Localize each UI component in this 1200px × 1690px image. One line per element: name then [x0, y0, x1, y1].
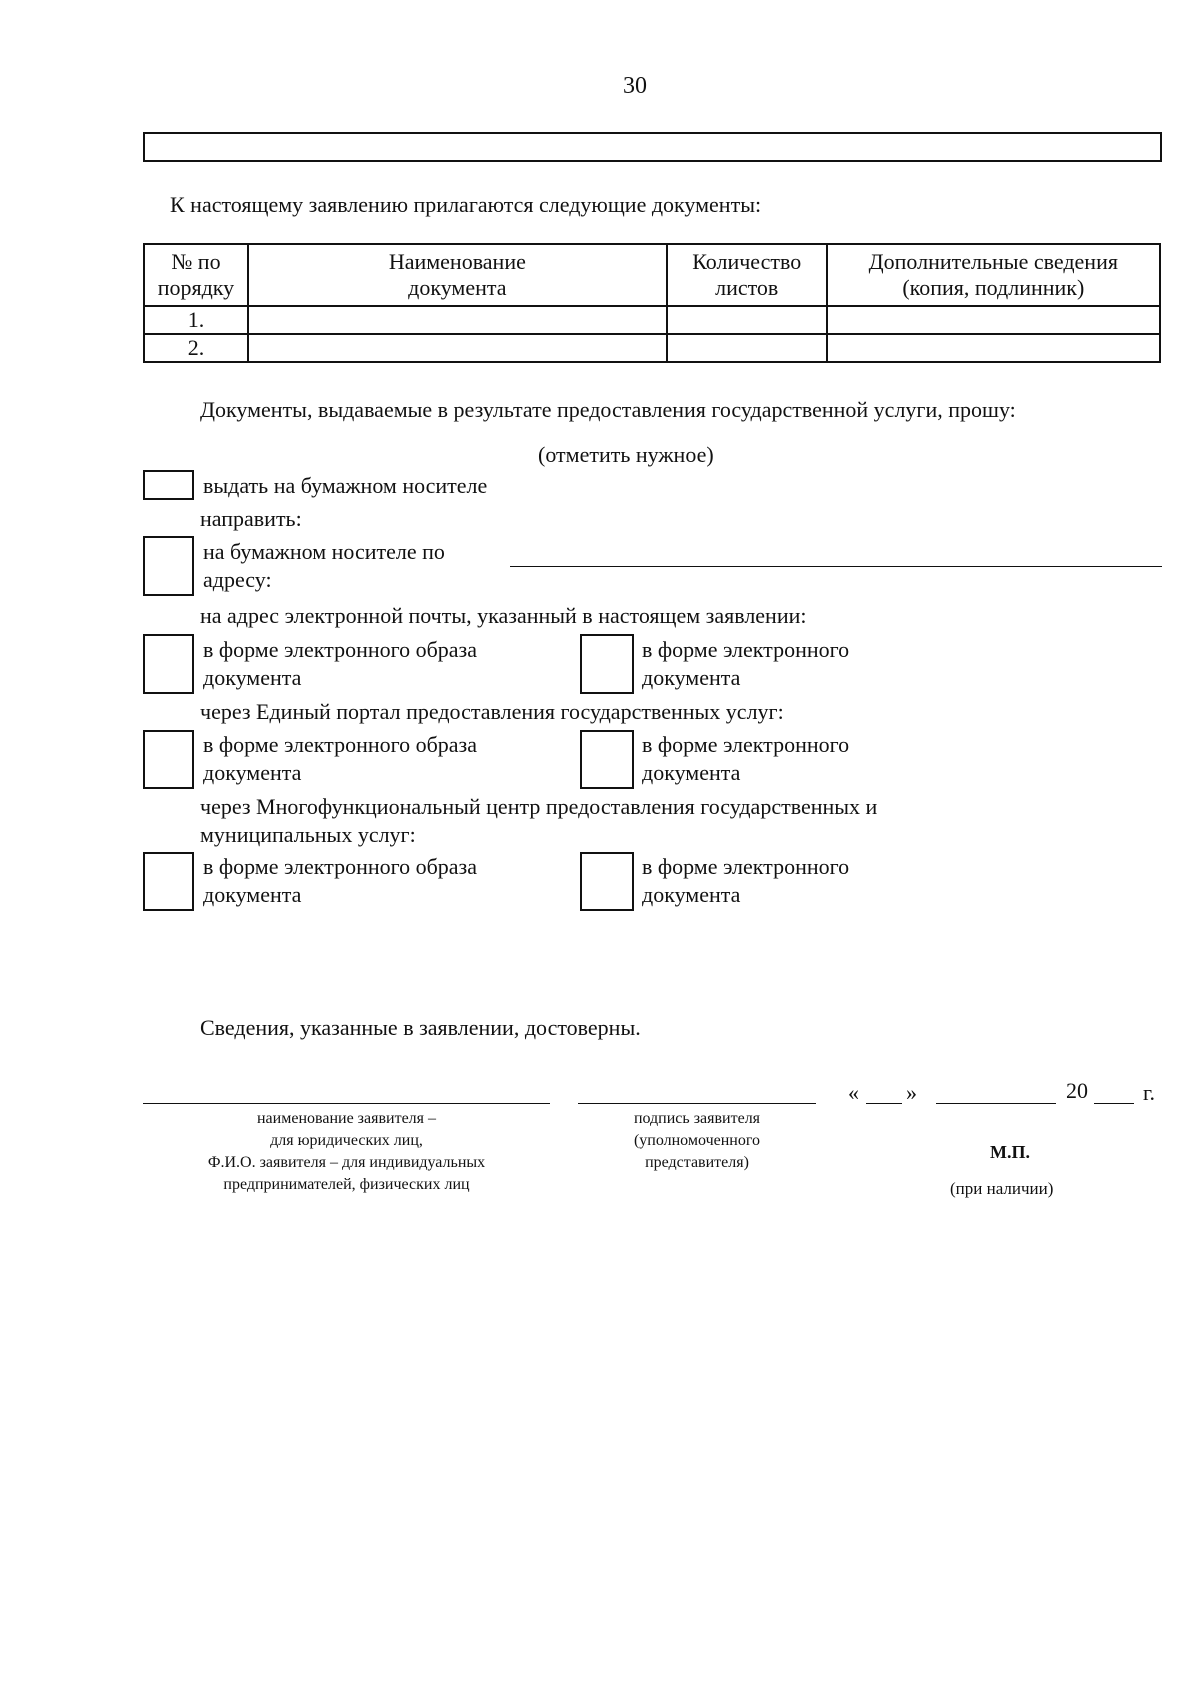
- table-row: [144, 334, 1160, 362]
- checkbox-portal-image[interactable]: [143, 730, 194, 789]
- row-document-name[interactable]: [248, 334, 667, 362]
- send-label: направить:: [200, 506, 302, 531]
- checkbox-email-document[interactable]: [580, 634, 634, 694]
- row-document-name[interactable]: [248, 306, 667, 334]
- header-number: № по порядку: [144, 244, 248, 306]
- date-year-suffix: г.: [1143, 1080, 1156, 1105]
- mfc-label: через Многофункциональный центр предоставления государственных и муниципальных услуг:: [200, 794, 878, 847]
- email-label: на адрес электронной почты, указанный в настоящем заявлении:: [200, 603, 807, 628]
- attachments-intro: К настоящему заявлению прилагаются следующие документы:: [170, 192, 762, 217]
- date-year-prefix: 20: [1066, 1078, 1088, 1103]
- attachments-table: [143, 243, 1161, 363]
- header-additional-info: Дополнительные сведения (копия, подлинник): [827, 244, 1160, 306]
- mfc-document-label: в форме электронного документа: [642, 854, 850, 907]
- applicant-caption: наименование заявителя – для юридических лиц, Ф.И.О. заявителя – для индивидуальных предпринимателей, физических лиц: [207, 1110, 486, 1193]
- row-sheet-count[interactable]: [667, 306, 827, 334]
- portal-image-label: в форме электронного образа документа: [203, 732, 478, 785]
- row-number: 2.: [144, 334, 248, 362]
- portal-document-label: в форме электронного документа: [642, 732, 850, 785]
- issuance-intro: Документы, выдаваемые в результате предоставления государственной услуги, прошу:: [200, 397, 1016, 422]
- checkbox-email-image[interactable]: [143, 634, 194, 694]
- checkbox-portal-document[interactable]: [580, 730, 634, 789]
- page-number: 30: [623, 73, 647, 99]
- row-sheet-count[interactable]: [667, 334, 827, 362]
- checkbox-mfc-image[interactable]: [143, 852, 194, 911]
- paper-issue-label: выдать на бумажном носителе: [203, 473, 488, 498]
- mfc-image-label: в форме электронного образа документа: [203, 854, 478, 907]
- issuance-hint: (отметить нужное): [538, 442, 714, 467]
- row-number: 1.: [144, 306, 248, 334]
- stamp-label: М.П.: [990, 1142, 1030, 1162]
- portal-label: через Единый портал предоставления государственных услуг:: [200, 699, 784, 724]
- row-additional-info[interactable]: [827, 334, 1160, 362]
- table-header-row: [144, 244, 1160, 306]
- stamp-note: (при наличии): [950, 1179, 1054, 1198]
- date-month-line[interactable]: [936, 1103, 1056, 1104]
- applicant-name-line[interactable]: [143, 1103, 550, 1104]
- checkbox-paper-issue[interactable]: [143, 470, 194, 500]
- header-document-name: Наименование документа: [248, 244, 667, 306]
- date-quote-open: «: [848, 1080, 859, 1105]
- date-quote-close: »: [906, 1080, 917, 1105]
- date-year-line[interactable]: [1094, 1103, 1134, 1104]
- row-additional-info[interactable]: [827, 306, 1160, 334]
- checkbox-paper-address[interactable]: [143, 536, 194, 596]
- signature-line[interactable]: [578, 1103, 816, 1104]
- top-frame: [143, 132, 1162, 162]
- date-day-line[interactable]: [866, 1103, 902, 1104]
- email-document-label: в форме электронного документа: [642, 637, 850, 690]
- paper-address-label: на бумажном носителе по адресу:: [203, 539, 445, 592]
- address-input-line[interactable]: [510, 566, 1162, 567]
- header-sheet-count: Количество листов: [667, 244, 827, 306]
- table-row: [144, 306, 1160, 334]
- signature-caption: подпись заявителя (уполномоченного представителя): [633, 1110, 761, 1171]
- email-image-label: в форме электронного образа документа: [203, 637, 478, 690]
- confirmation-text: Сведения, указанные в заявлении, достоверны.: [200, 1015, 641, 1040]
- checkbox-mfc-document[interactable]: [580, 852, 634, 911]
